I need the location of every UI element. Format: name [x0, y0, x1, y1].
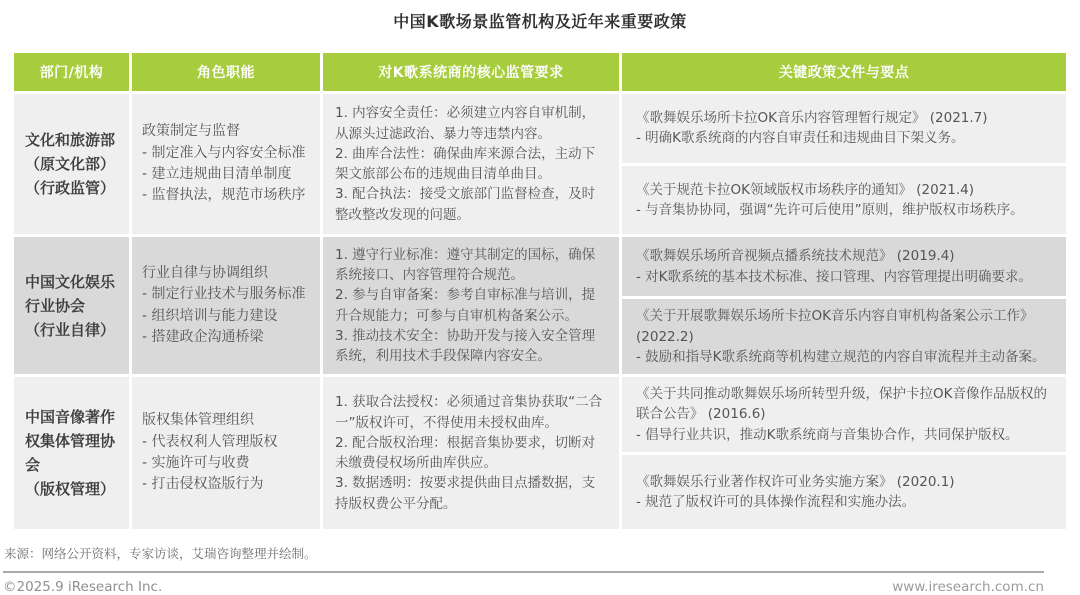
role-cell	[132, 94, 320, 234]
requirements-cell	[323, 237, 619, 374]
requirement-item: 1. 内容安全责任：必须建立内容自审机制，从源头过滤政治、暴力等违禁内容。	[335, 105, 596, 142]
policy-title: 《歌舞娱乐行业著作权许可业务实施方案》 (2020.1)	[636, 473, 955, 490]
policy-title: 《关于开展歌舞娱乐场所卡拉OK音乐内容自审机构备案公示工作》 (2022.2)	[636, 308, 1034, 345]
requirement-item: 3. 配合执法：接受文旅部门监督检查，及时整改整改发现的问题。	[335, 186, 596, 223]
policy-desc: - 与音集协协同，强调“先许可后使用”原则，维护版权市场秩序。	[636, 201, 1024, 218]
policy-title: 《关于规范卡拉OK领域版权市场秩序的通知》 (2021.4)	[636, 181, 975, 198]
policy-desc: - 对K歌系统的基本技术标准、接口管理、内容管理提出明确要求。	[636, 268, 1033, 285]
role-item: - 制定行业技术与服务标准	[142, 286, 306, 303]
role-item: - 实施许可与收费	[142, 455, 250, 471]
role-title: 政策制定与监督	[142, 123, 240, 140]
policy-block	[622, 455, 1066, 529]
policy-desc: - 倡导行业共识，推动K歌系统商与音集协合作，共同保护版权。	[636, 426, 1019, 443]
role-item: - 代表权利人管理版权	[142, 433, 278, 450]
website-url: www.iresearch.com.cn	[892, 579, 1044, 595]
org-name-line: 中国音像著作权集体管理协会	[25, 408, 116, 474]
policies-cell	[622, 94, 1066, 234]
requirement-item: 3. 数据透明：按要求提供曲目点播数据，支持版权费公平分配。	[335, 475, 596, 512]
policy-title: 《关于共同推动歌舞娱乐场所转型升级，保护卡拉OK音像作品版权的联合公告》 (2016.6)	[636, 386, 1047, 423]
role-cell	[132, 237, 320, 374]
org-tag-line: （行业自律）	[25, 320, 116, 339]
org-cell	[14, 237, 129, 374]
role-item: - 建立违规曲目清单制度	[142, 166, 292, 182]
policy-block	[622, 237, 1066, 296]
column-header-role: 角色职能	[132, 53, 320, 91]
org-tag-line: （版权管理）	[25, 480, 116, 498]
table-header-row	[14, 53, 1066, 91]
org-name-line: 文化和旅游部	[25, 131, 116, 149]
policy-title: 《歌舞娱乐场所音视频点播系统技术规范》 (2019.4)	[636, 248, 955, 265]
copyright-text: ©2025.9 iResearch Inc.	[3, 579, 163, 595]
column-header-policies: 关键政策文件与要点	[622, 53, 1066, 91]
role-item: - 监督执法，规范市场秩序	[142, 187, 306, 204]
role-item: - 制定准入与内容安全标准	[142, 144, 306, 161]
requirement-item: 1. 遵守行业标准：遵守其制定的国标，确保系统接口、内容管理符合规范。	[335, 246, 596, 283]
role-cell	[132, 377, 320, 529]
table-row-culture-tourism-ministry	[14, 94, 1066, 234]
footer-divider	[3, 571, 1044, 573]
policy-block	[622, 166, 1066, 235]
org-name-line: （原文化部）	[25, 155, 116, 173]
table-row-culture-entertainment-association	[14, 237, 1066, 374]
org-cell	[14, 377, 129, 529]
table-row-audio-video-copyright-association	[14, 377, 1066, 529]
policy-desc: - 明确K歌系统商的内容自审责任和违规曲目下架义务。	[636, 130, 965, 147]
role-item: - 搭建政企沟通桥梁	[142, 328, 264, 345]
policies-cell	[622, 377, 1066, 529]
requirement-item: 3. 推动技术安全：协助开发与接入安全管理系统，利用技术手段保障内容安全。	[335, 327, 596, 364]
requirement-item: 1. 获取合法授权：必须通过音集协获取“二合一”版权许可，不得使用未授权曲库。	[335, 394, 603, 431]
column-header-org: 部门/机构	[14, 53, 129, 91]
requirement-item: 2. 配合版权治理：根据音集协要求，切断对未缴费侵权场所曲库供应。	[335, 434, 596, 471]
page-title: 中国K歌场景监管机构及近年来重要政策	[393, 12, 687, 31]
requirements-cell	[323, 94, 619, 234]
policy-block	[622, 377, 1066, 452]
role-title: 版权集体管理组织	[142, 412, 254, 429]
policies-cell	[622, 237, 1066, 374]
org-cell	[14, 94, 129, 234]
policy-desc: - 鼓励和指导K歌系统商等机构建立规范的内容自审流程并主动备案。	[636, 348, 1046, 365]
role-item: - 打击侵权盗版行为	[142, 476, 264, 493]
source-note: 来源：网络公开资料，专家访谈，艾瑞咨询整理并绘制。	[4, 546, 317, 561]
requirements-cell	[323, 377, 619, 529]
policy-block	[622, 94, 1066, 163]
policy-desc: - 规范了版权许可的具体操作流程和实施办法。	[636, 493, 916, 510]
regulation-table	[14, 53, 1066, 529]
role-item: - 组织培训与能力建设	[142, 307, 278, 324]
footer-bar	[3, 579, 1044, 595]
org-name-line: 中国文化娱乐行业协会	[25, 272, 116, 315]
policy-title: 《歌舞娱乐场所卡拉OK音乐内容管理暂行规定》 (2021.7)	[636, 110, 988, 126]
requirement-item: 2. 参与自审备案：参考自审标准与培训，提升合规能力；可参与自审机构备案公示。	[335, 287, 596, 324]
role-title: 行业自律与协调组织	[142, 264, 268, 281]
org-tag-line: （行政监管）	[25, 179, 116, 197]
policy-block	[622, 299, 1066, 374]
requirement-item: 2. 曲库合法性：确保曲库来源合法，主动下架文旅部公布的违规曲目清单曲目。	[335, 145, 596, 182]
column-header-requirements: 对K歌系统商的核心监管要求	[323, 53, 619, 91]
